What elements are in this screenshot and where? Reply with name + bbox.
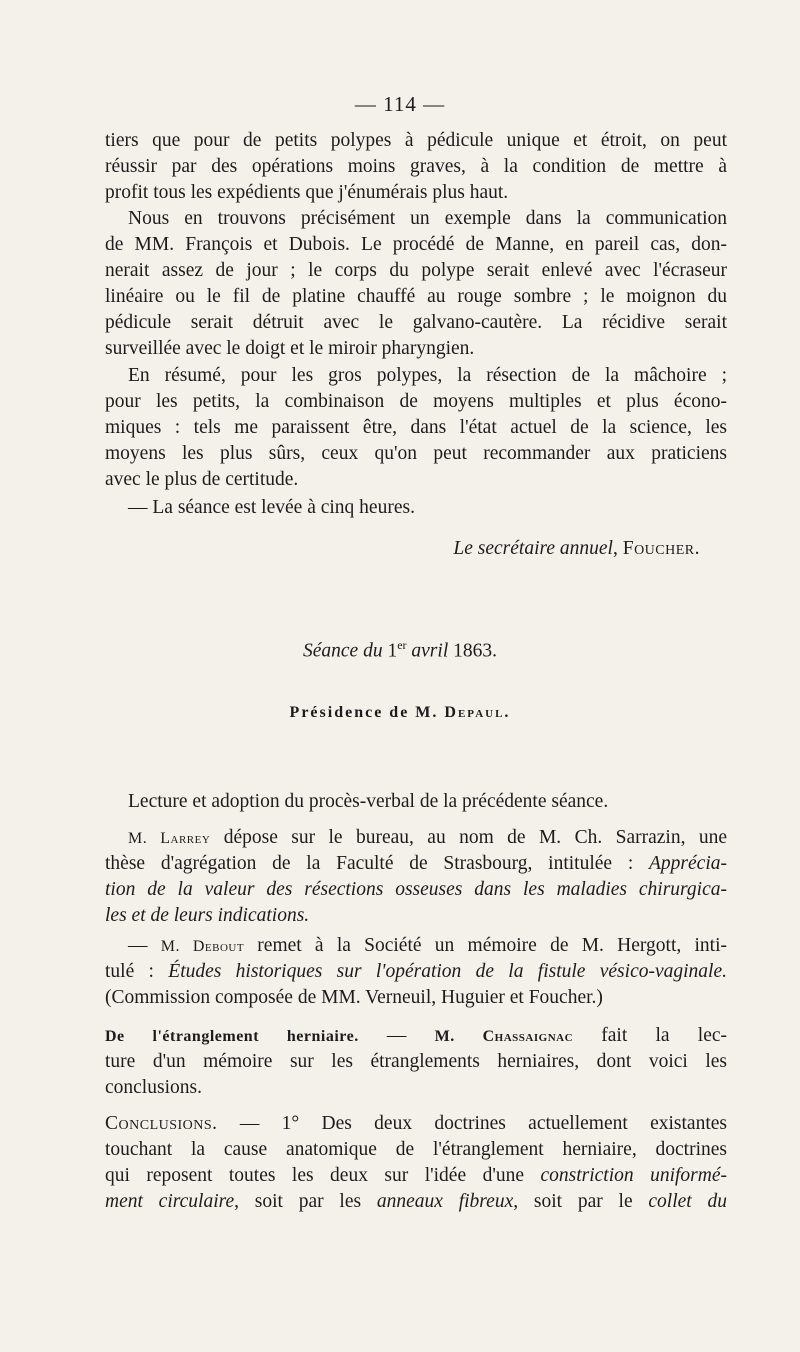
presidence-heading: Présidence de M. Depaul. — [289, 704, 511, 721]
text-line: nerait assez de jour ; le corps du polype serait enlevé avec l'écraseur — [105, 260, 727, 281]
debout-line-1: — M. Debout remet à la Société un mémoire de M. Hergott, inti- — [128, 935, 727, 956]
text-line: Nous en trouvons précisément un exemple dans la communication — [128, 208, 727, 229]
lecture-line: Lecture et adoption du procès-verbal de la précédente séance. — [128, 791, 609, 812]
debout-line-3: (Commission composée de MM. Verneuil, Huguier et Foucher.) — [105, 987, 603, 1008]
chassaignac-line-2: ture d'un mémoire sur les étranglements herniaires, dont voici les — [105, 1051, 727, 1072]
text-line: En résumé, pour les gros polypes, la résection de la mâchoire ; — [128, 365, 727, 386]
text-line: avec le plus de certitude. — [105, 469, 299, 490]
text-line: moyens les plus sûrs, ceux qu'on peut recommander aux praticiens — [105, 443, 727, 464]
text-line: pédicule serait détruit avec le galvano-cautère. La récidive serait — [105, 312, 727, 333]
larrey-line-1: M. Larrey dépose sur le bureau, au nom de M. Ch. Sarrazin, une — [128, 827, 727, 848]
text-line: surveillée avec le doigt et le miroir pharyngien. — [105, 338, 475, 359]
signature-role: Le secrétaire annuel — [453, 538, 613, 559]
larrey-line-3: tion de la valeur des résections osseuses dans les maladies chirurgica- — [105, 879, 727, 900]
session-heading: Séance du 1er avril 1863. — [302, 638, 497, 662]
larrey-line-2: thèse d'agrégation de la Faculté de Strasbourg, intitulée : Apprécia- — [105, 853, 727, 874]
signature-name: Foucher. — [622, 538, 700, 559]
closing-line: — La séance est levée à cinq heures. — [128, 497, 415, 518]
chassaignac-line-3: conclusions. — [105, 1077, 202, 1098]
text-line: de MM. François et Dubois. Le procédé de Manne, en pareil cas, don- — [105, 234, 727, 255]
text-line: miques : tels me paraissent être, dans l'état actuel de la science, les — [105, 417, 727, 438]
conclusions-line-4: ment circulaire, soit par les anneaux fibreux, soit par le collet du — [105, 1191, 727, 1212]
text-line: réussir par des opérations moins graves, à la condition de mettre à — [105, 156, 727, 177]
conclusions-line-2: touchant la cause anatomique de l'étranglement herniaire, doctrines — [105, 1139, 727, 1160]
text-line: tiers que pour de petits polypes à pédicule unique et étroit, on peut — [105, 130, 727, 151]
text-line: linéaire ou le fil de platine chauffé au rouge sombre ; le moignon du — [105, 286, 727, 307]
text-line: profit tous les expédients que j'énumérais plus haut. — [105, 182, 509, 203]
larrey-line-4: les et de leurs indications. — [105, 905, 310, 926]
page-number: — 114 — — [354, 92, 446, 116]
conclusions-line-3: qui reposent toutes les deux sur l'idée d'une constriction uniformé- — [105, 1165, 727, 1186]
debout-line-2: tulé : Études historiques sur l'opération de la fistule vésico-vaginale. — [105, 961, 727, 982]
text-line: pour les petits, la combinaison de moyens multiples et plus écono- — [105, 391, 727, 412]
signature: Le secrétaire annuel, Foucher. — [453, 538, 700, 559]
conclusions-line-1: Conclusions. — 1° Des deux doctrines actuellement existantes — [105, 1113, 727, 1134]
chassaignac-line-1: De l'étranglement herniaire. — M. Chassaignac fait la lec- — [105, 1025, 728, 1046]
